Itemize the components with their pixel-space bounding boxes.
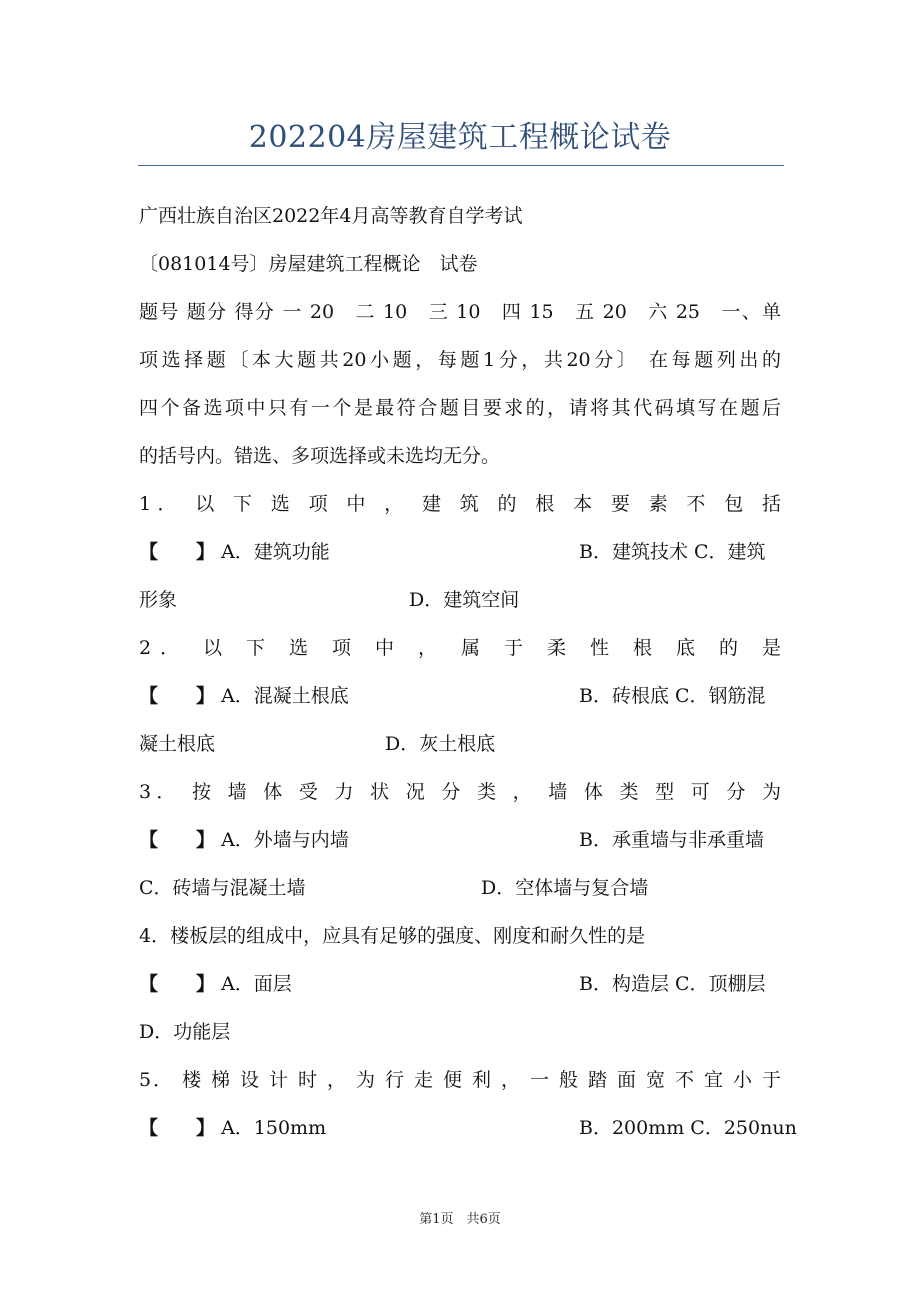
exam-subject-line: 〔081014号〕房屋建筑工程概论 试卷 xyxy=(139,253,478,275)
question-1-option-d: D．建筑空间 xyxy=(409,589,520,611)
question-2-option-d: D．灰土根底 xyxy=(385,733,496,755)
question-2-option-bc: B．砖根底 C．钢筋混 xyxy=(579,685,766,707)
question-5-option-a: A．150mm xyxy=(221,1117,327,1139)
question-3-stem: 3． 按 墙 体 受 力 状 况 分 类 ， 墙 体 类 型 可 分 为 xyxy=(139,781,781,803)
title-underline xyxy=(138,165,784,166)
question-4-answer-bracket: 【 】 xyxy=(139,973,216,995)
page-footer: 第1页 共6页 xyxy=(419,1212,501,1227)
question-3-options-row xyxy=(139,825,781,855)
instructions-line-3: 的括号内。错选、多项选择或未选均无分。 xyxy=(139,445,501,467)
question-1-stem: 1． 以 下 选 项 中 ， 建 筑 的 根 本 要 素 不 包 括 xyxy=(139,493,781,515)
question-4-option-bc: B．构造层 C．顶棚层 xyxy=(579,973,766,995)
question-1-option-c-end: 形象 xyxy=(139,589,178,611)
question-4-option-d: D．功能层 xyxy=(139,1021,231,1043)
question-4-continuation-row xyxy=(139,1017,781,1047)
question-3-option-d: D．空体墙与复合墙 xyxy=(481,877,649,899)
question-3-option-c: C．砖墙与混凝土墙 xyxy=(139,877,306,899)
question-1-continuation-row xyxy=(139,585,781,615)
question-4-options-row xyxy=(139,969,781,999)
question-4-option-a: A．面层 xyxy=(221,973,292,995)
question-5-option-bc: B．200mm C．250nun xyxy=(579,1117,797,1139)
question-3-answer-bracket: 【 】 xyxy=(139,829,216,851)
score-table-line: 题号 题分 得分 一 20 二 10 三 10 四 15 五 20 六 25 一、单 xyxy=(139,301,781,323)
question-1-answer-bracket: 【 】 xyxy=(139,541,216,563)
question-3-option-b: B．承重墙与非承重墙 xyxy=(579,829,764,851)
question-3-continuation-row xyxy=(139,873,781,903)
instructions-line-2: 四个备选项中只有一个是最符合题目要求的，请将其代码填写在题后 xyxy=(139,397,781,419)
question-2-option-c-end: 凝土根底 xyxy=(139,733,216,755)
exam-header-line: 广西壮族自治区2022年4月高等教育自学考试 xyxy=(139,205,523,227)
question-1-options-row xyxy=(139,537,781,567)
document-title: 202204房屋建筑工程概论试卷 xyxy=(248,120,672,155)
question-3-option-a: A．外墙与内墙 xyxy=(221,829,349,851)
question-5-stem: 5． 楼 梯 设 计 时 ， 为 行 走 便 利 ， 一 般 踏 面 宽 不 宜 小 于 xyxy=(139,1069,781,1091)
question-2-stem: 2． 以 下 选 项 中 ， 属 于 柔 性 根 底 的 是 xyxy=(139,637,781,659)
question-1-option-bc: B．建筑技术 C．建筑 xyxy=(579,541,766,563)
question-2-option-a: A．混凝土根底 xyxy=(221,685,349,707)
question-2-answer-bracket: 【 】 xyxy=(139,685,216,707)
question-4-stem: 4．楼板层的组成中，应具有足够的强度、刚度和耐久性的是 xyxy=(139,925,646,947)
question-2-options-row xyxy=(139,681,781,711)
instructions-line-1: 项选择题〔本大题共20小题，每题1分，共20分〕 在每题列出的 xyxy=(139,349,781,371)
question-2-continuation-row xyxy=(139,729,781,759)
question-5-options-row xyxy=(139,1113,797,1143)
question-5-answer-bracket: 【 】 xyxy=(139,1117,216,1139)
question-1-option-a: A．建筑功能 xyxy=(221,541,330,563)
